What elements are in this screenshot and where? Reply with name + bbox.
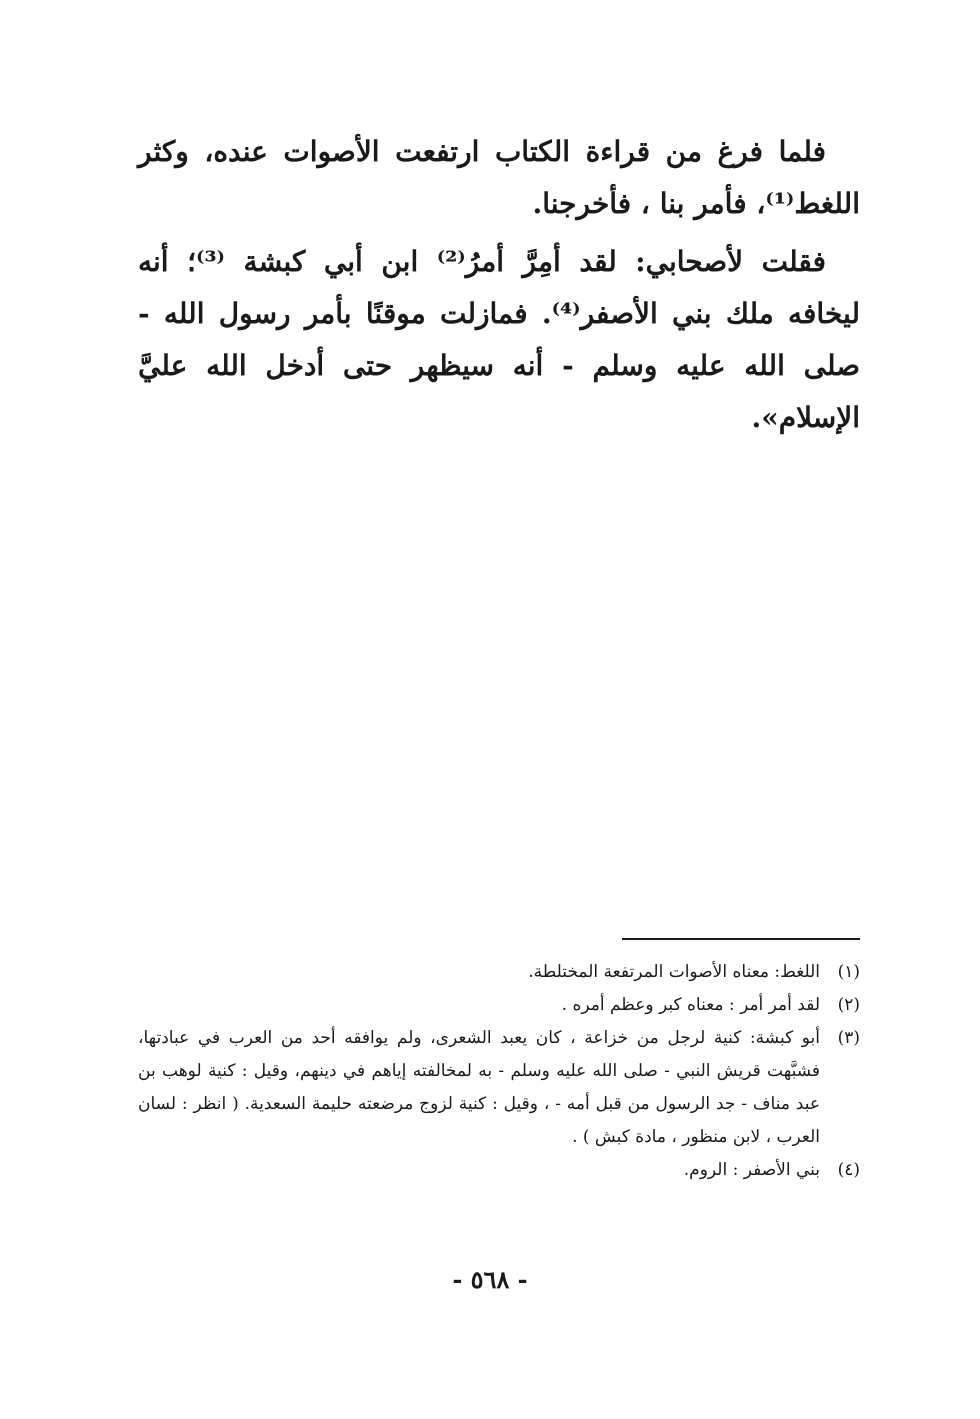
main-text [138,126,860,444]
footnote [138,1022,860,1154]
footnote [138,989,860,1022]
footnote-number: (٢) [837,995,860,1015]
footnote-number: (٤) [837,1160,860,1180]
footnote [138,956,860,989]
footnote-text: بني الأصفر : الروم. [683,1160,820,1180]
footnote-number: (١) [837,962,860,982]
page-number: - ٥٦٨ - [452,1265,528,1294]
footnote-number: (٣) [837,1028,860,1048]
paragraph: فلما فرغ من قراءة الكتاب ارتفعت الأصوات عنده، وكثر اللغط⁽¹⁾، فأمر بنا ، فأخرجنا. [138,135,860,220]
paragraph: فقلت لأصحابي: لقد أمِرَّ أمرُ⁽²⁾ ابن أبي كبشة ⁽³⁾؛ أنه ليخافه ملك بني الأصفر⁽⁴⁾. فمازلت موقنًا بأمر رسول الله - صلى الله عليه وسلم - أنه سيظهر حتى أدخل الله عليَّ الإسلام». [138,245,860,434]
footnote-separator [622,938,860,940]
footnotes [138,956,860,1187]
footnote [138,1154,860,1187]
footnote-text: أبو كبشة: كنية لرجل من خزاعة ، كان يعبد الشعرى، ولم يوافقه أحد من العرب في عبادتها، فشبَّهت قريش النبي - صلى الله عليه وسلم - به لمخالفته إياهم في دينهم، وقيل : كنية لوهب بن عبد مناف - جد الرسول من قبل أمه - ، وقيل : كنية لزوج مرضعته حليمة السعدية. ( انظر : لسان العرب ، لابن منظور ، مادة كبش ) . [138,1028,820,1147]
footnote-text: اللغط: معناه الأصوات المرتفعة المختلطة. [528,962,820,982]
footnote-text: لقد أمر أمر : معناه كبر وعظم أمره . [561,995,820,1015]
